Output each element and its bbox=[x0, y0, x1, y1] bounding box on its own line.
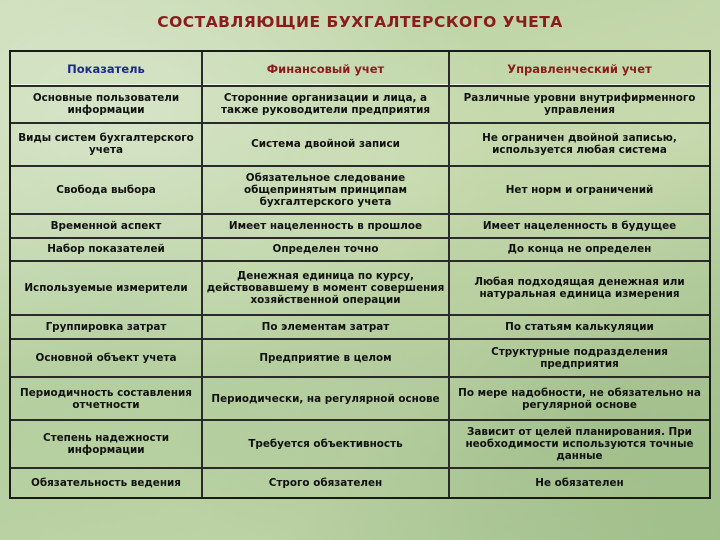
cell-indicator: Набор показателей bbox=[11, 239, 201, 263]
cell-indicator: Основные пользователи информации bbox=[11, 87, 201, 124]
table-row bbox=[11, 124, 709, 167]
table-row bbox=[11, 167, 709, 215]
table-row bbox=[11, 421, 709, 469]
header-financial-accounting: Финансовый учет bbox=[201, 52, 448, 87]
cell-financial: По элементам затрат bbox=[201, 316, 448, 341]
cell-management: По статьям калькуляции bbox=[448, 316, 709, 341]
table-row bbox=[11, 469, 709, 497]
cell-financial: Предприятие в целом bbox=[201, 340, 448, 378]
table-row bbox=[11, 316, 709, 341]
cell-management: Зависит от целей планирования. При необходимости используются точные данные bbox=[448, 421, 709, 469]
cell-financial: Сторонние организации и лица, а также руководители предприятия bbox=[201, 87, 448, 124]
cell-indicator: Периодичность составления отчетности bbox=[11, 378, 201, 421]
cell-indicator: Используемые измерители bbox=[11, 262, 201, 315]
table-row bbox=[11, 239, 709, 263]
cell-management: Нет норм и ограничений bbox=[448, 167, 709, 215]
slide-title: СОСТАВЛЯЮЩИЕ БУХГАЛТЕРСКОГО УЧЕТА bbox=[157, 13, 563, 31]
cell-financial: Периодически, на регулярной основе bbox=[201, 378, 448, 421]
cell-financial: Обязательное следование общепринятым принципам бухгалтерского учета bbox=[201, 167, 448, 215]
cell-management: Любая подходящая денежная или натуральная единица измерения bbox=[448, 262, 709, 315]
cell-management: Не ограничен двойной записью, используется любая система bbox=[448, 124, 709, 167]
cell-financial: Определен точно bbox=[201, 239, 448, 263]
cell-management: Структурные подразделения предприятия bbox=[448, 340, 709, 378]
cell-indicator: Временной аспект bbox=[11, 215, 201, 239]
cell-management: Различные уровни внутрифирменного управления bbox=[448, 87, 709, 124]
table-row bbox=[11, 262, 709, 315]
table-row bbox=[11, 87, 709, 124]
table-row bbox=[11, 340, 709, 378]
cell-indicator: Свобода выбора bbox=[11, 167, 201, 215]
cell-indicator: Группировка затрат bbox=[11, 316, 201, 341]
cell-financial: Строго обязателен bbox=[201, 469, 448, 497]
cell-management: Не обязателен bbox=[448, 469, 709, 497]
cell-financial: Денежная единица по курсу, действовавшему в момент совершения хозяйственной операции bbox=[201, 262, 448, 315]
cell-management: По мере надобности, не обязательно на регулярной основе bbox=[448, 378, 709, 421]
cell-indicator: Степень надежности информации bbox=[11, 421, 201, 469]
cell-management: Имеет нацеленность в будущее bbox=[448, 215, 709, 239]
table-header-row bbox=[11, 52, 709, 87]
cell-indicator: Виды систем бухгалтерского учета bbox=[11, 124, 201, 167]
header-indicator: Показатель bbox=[11, 52, 201, 87]
table-row bbox=[11, 215, 709, 239]
table-row bbox=[11, 378, 709, 421]
cell-management: До конца не определен bbox=[448, 239, 709, 263]
cell-financial: Имеет нацеленность в прошлое bbox=[201, 215, 448, 239]
cell-indicator: Основной объект учета bbox=[11, 340, 201, 378]
cell-financial: Система двойной записи bbox=[201, 124, 448, 167]
cell-indicator: Обязательность ведения bbox=[31, 477, 181, 490]
cell-financial: Требуется объективность bbox=[201, 421, 448, 469]
header-management-accounting: Управленческий учет bbox=[448, 52, 709, 87]
comparison-table bbox=[9, 50, 711, 499]
